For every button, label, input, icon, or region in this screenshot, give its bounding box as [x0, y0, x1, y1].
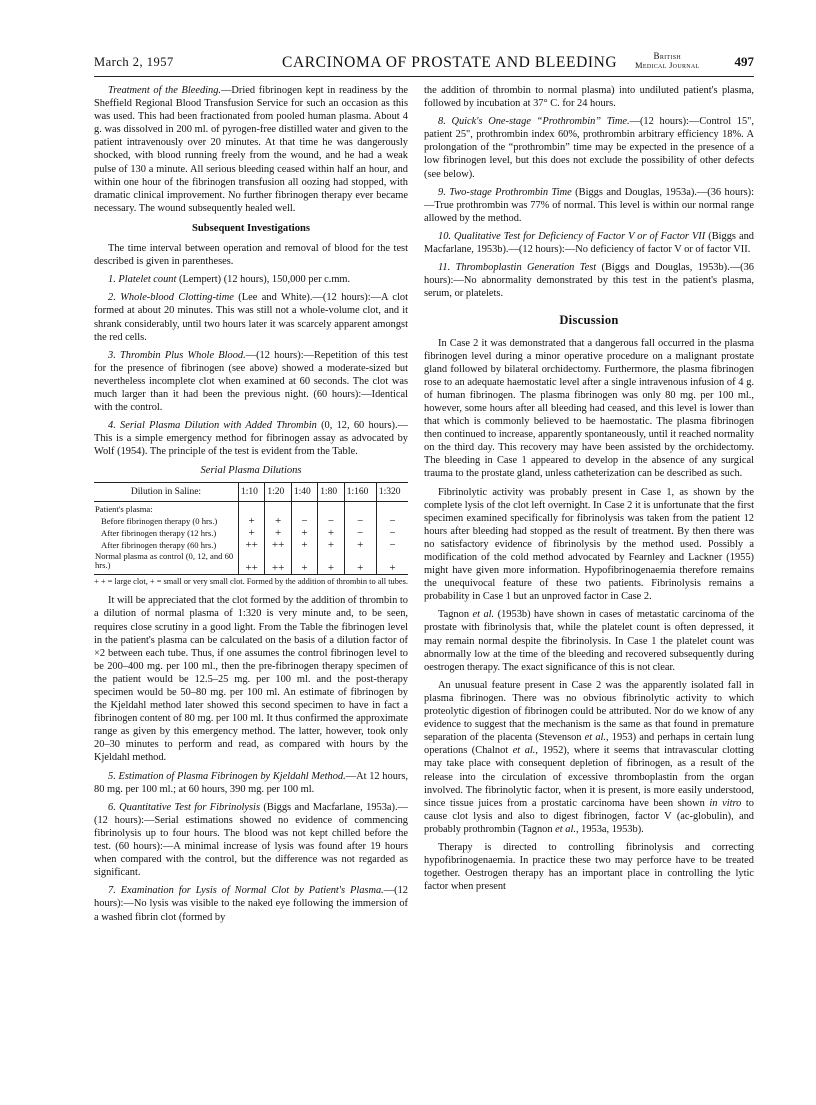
table-cell: +: [291, 551, 317, 574]
item-2: [94, 291, 408, 343]
item-11-lead: 11. Thromboplastin Generation Test: [438, 262, 597, 274]
table-cell: ++: [238, 539, 264, 551]
discussion-paragraph-4: [424, 679, 754, 836]
table-cell: +: [318, 551, 344, 574]
item-5-body: —At 12 hours, 80 mg. per 100 ml.; at 60 hours, 390 mg. per 100 ml.: [94, 770, 408, 795]
table-row-label: [94, 515, 238, 527]
item-10: [424, 230, 754, 256]
table-cell: −: [344, 515, 376, 527]
item-1-body: (Lempert) (12 hours), 150,000 per c.mm.: [176, 274, 351, 286]
table-row: [94, 527, 408, 539]
p4-etal-2: et al.: [512, 745, 536, 757]
p4-in-vitro: in vitro: [709, 797, 742, 809]
table-cell: ++: [265, 551, 291, 574]
table-row: [94, 515, 408, 527]
item-9-lead: 9. Two-stage Prothrombin Time: [438, 186, 572, 198]
item-4: [94, 419, 408, 458]
p4-text-a: An unusual feature present in Case 2 was the apparently isolated fall in plasma fibrinogen. There was no obvious fibrinolytic activity to which proteolytic digestion of fibrinogen could be attributed. Nor do we know of any evidence to suggest that the mechanism is the same as that found in premature separation of the placenta (Stevenson: [424, 679, 754, 744]
table-row: [94, 551, 408, 574]
item-7: [94, 884, 408, 923]
treatment-lead: Treatment of the Bleeding.: [108, 85, 222, 96]
table-cell: +: [376, 551, 408, 574]
item-3: [94, 349, 408, 414]
investigations-intro: The time interval between operation and removal of blood for the test described is given in parentheses.: [94, 243, 408, 268]
header-date: March 2, 1957: [94, 55, 174, 69]
item-3-body: —(12 hours):—Repetition of this test for the presence of fibrinogen (see above) showed a moderate-sized but nevertheless incomplete clot when examined at 60 seconds. The clot was much larger than it had been the previous night. (60 hours):—Identical with the control.: [94, 349, 408, 414]
item-9-body: (Biggs and Douglas, 1953a).—(36 hours):—True prothrombin was 77% of normal. This level is within our normal range allowed by the method.: [424, 186, 754, 224]
item-10-lead: 10. Qualitative Test for Deficiency of Factor V or of Factor VII: [438, 230, 706, 242]
table-cell: −: [376, 539, 408, 551]
item-5: [94, 770, 408, 796]
item-11: [424, 261, 754, 300]
item-11-body: (Biggs and Douglas, 1953b).—(36 hours):—No abnormality demonstrated by this test in the patient's plasma, serum, or platelets.: [424, 262, 754, 300]
item-6-lead: 6. Quantitative Test for Fibrinolysis: [108, 801, 260, 813]
table-title: Serial Plasma Dilutions: [200, 465, 302, 477]
journal-logo: [635, 52, 700, 69]
table-cell: +: [291, 527, 317, 539]
table-group-row: [94, 501, 408, 515]
item-7-continuation: the addition of thrombin to normal plasma) into undiluted patient's plasma, followed by incubation at 37° C. for 24 hours.: [424, 85, 754, 110]
discussion-heading: Discussion: [559, 313, 619, 328]
table-cell: −: [318, 515, 344, 527]
item-4-lead: 4. Serial Plasma Dilution with Added Thrombin: [108, 420, 317, 432]
appreciation-paragraph: It will be appreciated that the clot formed by the addition of thrombin to a dilution of normal plasma of 1:320 is very minute and, to be seen, requires close scrutiny in a good light. From the Table the fibrinogen level in the patient's plasma can be calculated on the basis of a dilution factor of ×2 between each tube. Thus, if one assumes the control fibrinogen level to be 200–400 mg. per 100 ml., then the pre-fibrinogen therapy specimen of the patient would be 12.5–25 mg. per 100 ml. and the post-therapy specimen would be 50–80 mg. per 100 ml. An estimate of fibrinogen by the Kjeldahl method later showed this second specimen to have in fact a fibrinogen content of 80 mg. per 100 ml. It thus confirmed the approximate range as given by this emergency method. The latter, however, took only 20–30 minutes to perform and read, as compared with hours by the Kjeldahl method.: [94, 595, 408, 764]
discussion-paragraph-3: [424, 608, 754, 673]
table-col-header: 1:10: [238, 482, 264, 501]
item-7-body: —(12 hours):—No lysis was visible to the naked eye following the immersion of a washed fibrin clot (formed by: [94, 885, 408, 923]
subsequent-investigations-heading: Subsequent Investigations: [191, 222, 311, 234]
table-cell: −: [376, 527, 408, 539]
table-row: [94, 539, 408, 551]
table-cell: −: [344, 527, 376, 539]
p4-text-c: , 1952), where it seems that intravascular clotting may take place with consequent depletion of fibrinogen, as a result of the release into the circulation of excessive thromboplastin from the organ involved. The fibrinolytic factor, when it is present, is more easily understood, since tissue juices from a prostatic carcinoma have been shown: [424, 745, 754, 809]
p4-etal-3: et al.: [555, 823, 576, 835]
table-corner: Dilution in Saline:: [94, 482, 238, 501]
treatment-paragraph: [94, 84, 408, 215]
page-number: 497: [734, 54, 754, 69]
table-col-header: 1:20: [265, 482, 291, 501]
treatment-body: —Dried fibrinogen kept in readiness by the Sheffield Regional Blood Transfusion Service for such an occasion as this was used. This had been fractionated from pooled human plasma. About 4 g. was dissolved in 200 ml. of pyrogen-free distilled water and given to the patient intravenously over 20 minutes. At that time he was dangerously shocked, with blood running freely from the wound, and he had a weak pulse of 130 a minute. All serious bleeding ceased within half an hour, and within one hour of the fibrinogen transfusion all oozing had stopped, with dramatic clinical improvement. No further fibrinogen therapy ever became necessary. The wound subsequently healed well.: [94, 85, 408, 214]
table-row-label: Normal plasma as control (0, 12, and 60 hrs.): [95, 550, 234, 571]
table-col-header: 1:320: [376, 482, 408, 501]
header-rule: [94, 76, 754, 77]
p4-etal-1: et al.: [584, 732, 607, 744]
item-6: [94, 801, 408, 880]
item-6-body: (Biggs and Macfarlane, 1953a).—(12 hours):—Serial estimations showed no evidence of commencing fibrinolysis up to four hours. The blood was not kept chilled before the test. (60 hours):—A minimal increase of lysis was found after 19 hours when compared with the control, but the difference was not regarded as significant.: [94, 801, 408, 879]
table-cell: +: [291, 539, 317, 551]
table-cell: +: [265, 527, 291, 539]
table-group-label: Patient's plasma:: [95, 503, 153, 514]
discussion-paragraph-2: Fibrinolytic activity was probably present in Case 1, as shown by the complete lysis of the clot left overnight. In Case 2 it is unfortunate that the first specimen examined specifically for fibrinolysis was taken from the patient 12 hours after bleeding had stopped as the result of treatment. By then there was no satisfactory evidence of fibrinolysis by the method used. Possibly a modification of the cold method advocated by Fearnley and Lackner (1955) might have given more information. Hypofibrinogenaemia therefore remains the unequivocal feature of these two patients. Fibrinolysis remains a probability in Case 1 but an unproved factor in Case 2.: [424, 486, 754, 603]
item-4-body: (0, 12, 60 hours).—This is a simple emergency method for fibrinogen assay as advocated by Wolf (1954). The principle of the test is evident from the Table.: [94, 420, 408, 458]
p3-text-b: (1953b) have shown in cases of metastatic carcinoma of the prostate with fibrinolysis that, while the platelet count is often depressed, it may remain normal despite the fibrinolysis. In Case 1 the platelet count was abnormally low at the time of the bleeding and recovered subsequently during oestrogen therapy. The exact significance of this is not clear.: [424, 609, 754, 673]
table-cell: +: [344, 551, 376, 574]
table-row-label: [94, 527, 238, 539]
table-col-header: 1:80: [318, 482, 344, 501]
item-2-body: (Lee and White).—(12 hours):—A clot formed at about 20 minutes. This was still not a whole-volume clot, and it shrank considerably, until two hours later it was scarcely apparent amongst the red cells.: [94, 292, 409, 343]
journal-logo-line1: British: [653, 51, 681, 61]
row-label-text: Before fibrinogen therapy (0 hrs.): [101, 515, 218, 526]
p4-text-b: , 1953) and perhaps in certain lung operations (Chalnot: [424, 732, 755, 757]
discussion-paragraph-1: In Case 2 it was demonstrated that a dangerous fall occurred in the plasma fibrinogen level during a minor operative procedure on a malignant prostate gland followed by bilateral orchidectomy. Furthermore, the plasma fibrinogen rose to an adequate haemostatic level after a single intravenous infusion of 4 g. of human fibrinogen. The plasma fibrinogen was only 80 mg. per 100 ml., however, some hours after all bleeding had ceased, and this level is lower than that which is commonly believed to be haemostatic. The plasma fibrinogen then continued to increase, apparently spontaneously, until it reached normality on the third day. This recovery may have been assisted by the orchidectomy. The bleeding in Case 1 appeared to develop in the absence of any surgical trauma to the prostate gland, unless catheterization can be described as such.: [424, 337, 754, 480]
table-col-header: 1:40: [291, 482, 317, 501]
item-1: [94, 273, 408, 286]
discussion-paragraph-5: Therapy is directed to controlling fibrinolysis and correcting hypofibrinogenaemia. In practice these two may perforce have to be treated together. Oestrogen therapy has an important place in controlling the lytic factor when present: [424, 841, 754, 893]
p3-text-a: Tagnon: [438, 609, 473, 621]
row-label-text: After fibrinogen therapy (12 hrs.): [101, 527, 217, 538]
item-10-body: (Biggs and Macfarlane, 1953b).—(12 hours):—No deficiency of factor V or of factor VII.: [424, 230, 754, 256]
table-row-label: [94, 539, 238, 551]
left-column: [94, 84, 408, 929]
item-8-lead: 8. Quick's One-stage “Prothrombin” Time.: [438, 116, 630, 128]
header-title: CARCINOMA OF PROSTATE AND BLEEDING: [282, 54, 618, 71]
right-column: [424, 84, 754, 898]
table-cell: −: [291, 515, 317, 527]
table-cell: +: [238, 527, 264, 539]
table-cell: +: [265, 515, 291, 527]
item-1-lead: 1. Platelet count: [108, 274, 177, 286]
p4-text-e: , 1953a, 1953b).: [575, 823, 644, 835]
item-7-lead: 7. Examination for Lysis of Normal Clot by Patient's Plasma.: [108, 885, 384, 897]
table-cell: +: [238, 515, 264, 527]
serial-dilution-table: [94, 482, 408, 575]
table-header-row: [94, 482, 408, 501]
running-header: [94, 51, 754, 74]
item-2-lead: 2. Whole-blood Clotting-time: [108, 292, 234, 304]
table-cell: ++: [265, 539, 291, 551]
table-footnote: + + = large clot, + = small or very small clot. Formed by the addition of thrombin to all tubes.: [94, 576, 408, 586]
table-cell: ++: [238, 551, 264, 574]
table-cell: +: [318, 527, 344, 539]
p3-etal: et al.: [472, 609, 495, 621]
row-label-text: After fibrinogen therapy (60 hrs.): [101, 539, 217, 550]
table-cell: +: [318, 539, 344, 551]
item-5-lead: 5. Estimation of Plasma Fibrinogen by Kjeldahl Method.: [108, 770, 346, 782]
table-cell: +: [344, 539, 376, 551]
table-col-header: 1:160: [344, 482, 376, 501]
item-8: [424, 115, 754, 180]
item-3-lead: 3. Thrombin Plus Whole Blood.: [108, 349, 246, 361]
table-cell: −: [376, 515, 408, 527]
journal-logo-line2: Medical Journal: [635, 59, 700, 70]
p4-text-d: to cause clot lysis and also to digest fibrinogen, factor V (ac-globulin), and probably prothrombin (Tagnon: [424, 797, 755, 835]
item-9: [424, 186, 754, 225]
item-8-body: —(12 hours):—Control 15", patient 25", prothrombin index 60%, prothrombin arbitrary efficiency 18%. A prolongation of the “prothrombin” time may be expected in the presence of a low fibrinogen level, but this does not exclude the possibility of other defects (see below).: [424, 116, 754, 180]
